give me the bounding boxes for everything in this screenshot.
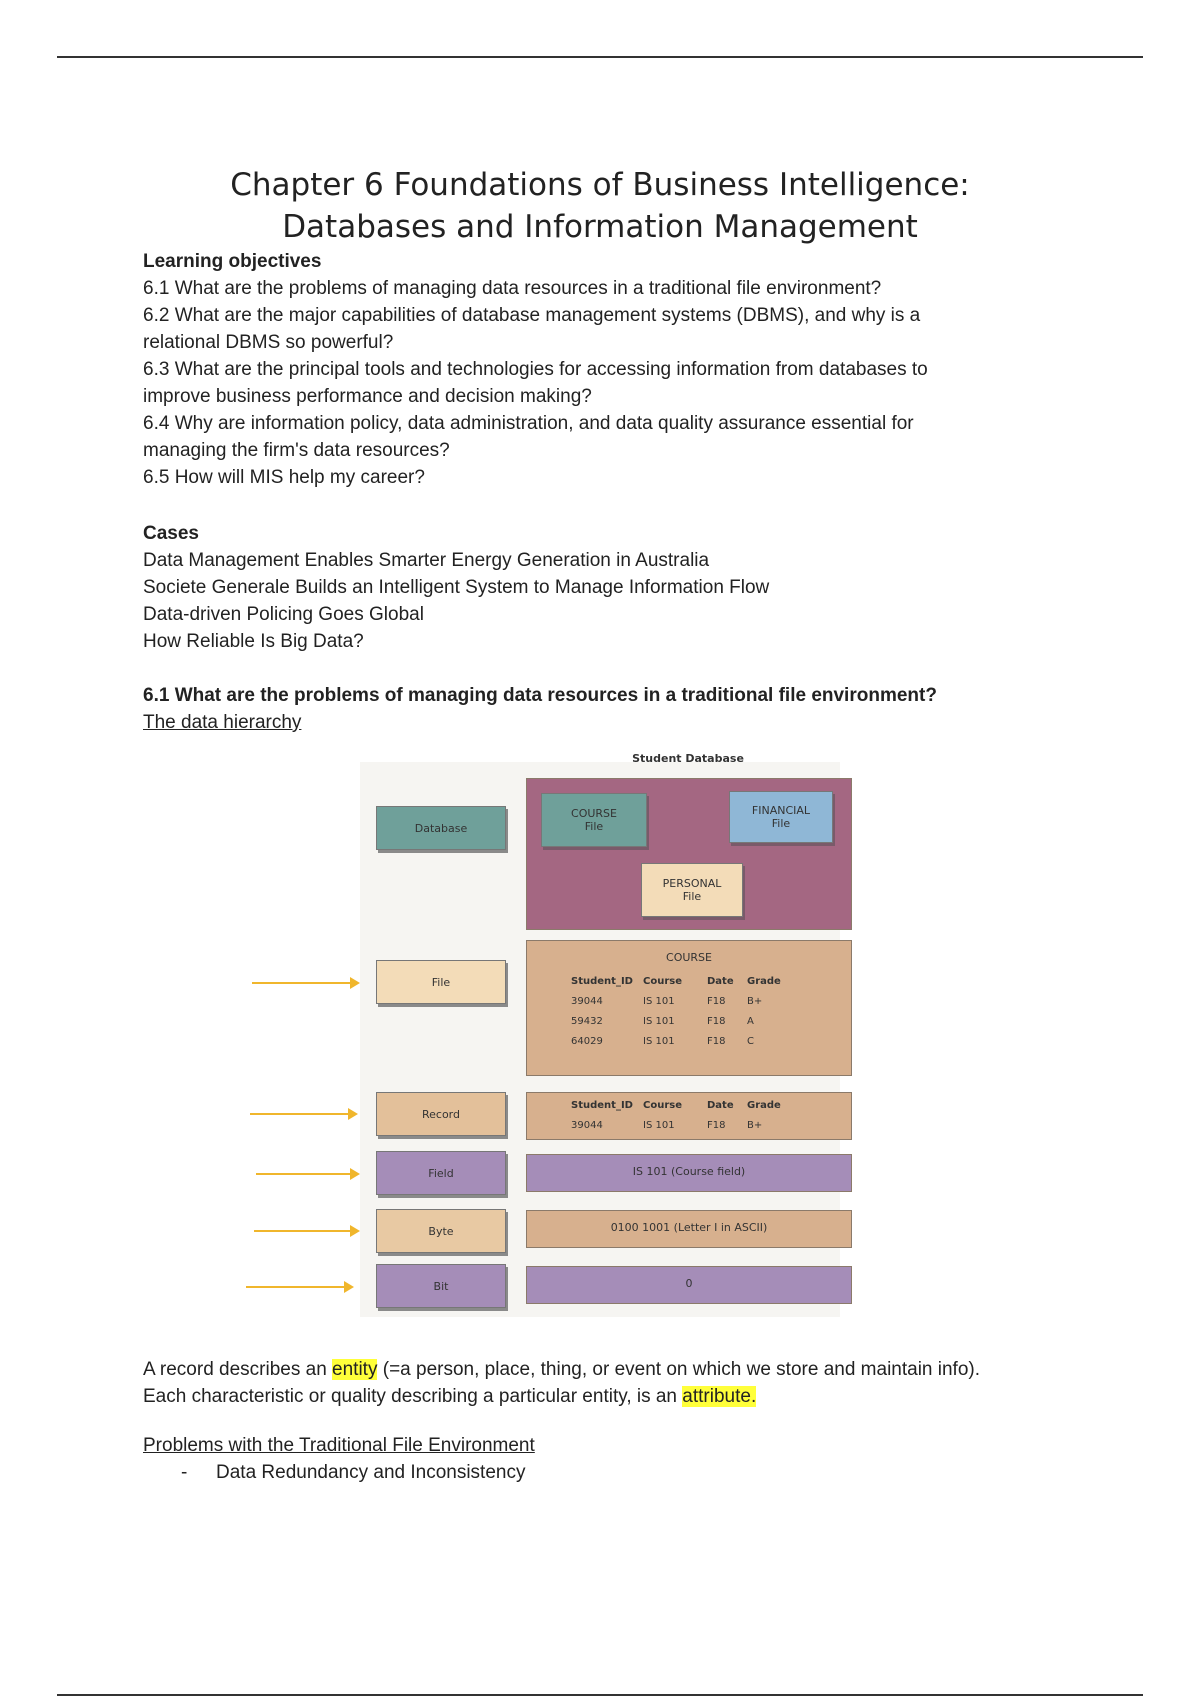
objective-line: 6.4 Why are information policy, data administration, and data quality assurance essential for — [143, 413, 914, 434]
level-database: Database — [376, 806, 506, 850]
cell: A — [747, 1015, 754, 1027]
arrow-icon — [254, 1230, 352, 1232]
course-file-name: COURSE — [571, 807, 617, 820]
file-panel — [526, 940, 852, 1076]
header-student-id: Student_ID — [571, 975, 633, 987]
record-header-row — [571, 1095, 787, 1115]
para2-text: Each characteristic or quality describing a particular entity, is an — [143, 1386, 683, 1407]
figure-title: Student Database — [632, 752, 744, 765]
case-item: Data-driven Policing Goes Global — [143, 604, 424, 625]
financial-file-name: FINANCIAL — [751, 804, 811, 817]
cell: IS 101 — [643, 1119, 675, 1131]
personal-file-name: PERSONAL — [662, 877, 722, 890]
header-course: Course — [643, 975, 682, 987]
level-bit: Bit — [376, 1264, 506, 1308]
arrow-icon — [256, 1173, 352, 1175]
highlight-entity: entity — [332, 1359, 378, 1380]
section-6-1 — [143, 682, 937, 736]
page-title — [0, 164, 1200, 248]
case-item: Societe Generale Builds an Intelligent System to Manage Information Flow — [143, 577, 770, 598]
personal-file-word: File — [682, 890, 702, 903]
cell: F18 — [707, 995, 726, 1007]
subheading-data-hierarchy: The data hierarchy — [143, 712, 302, 733]
record-row — [571, 1115, 787, 1135]
cell: F18 — [707, 1119, 726, 1131]
case-item: Data Management Enables Smarter Energy Generation in Australia — [143, 550, 710, 571]
personal-file-box — [641, 863, 743, 917]
learning-objectives-section — [143, 248, 928, 491]
record-panel — [526, 1092, 852, 1140]
data-hierarchy-figure — [240, 742, 860, 1332]
bit-text: 0 — [685, 1277, 693, 1290]
cell: IS 101 — [643, 1015, 675, 1027]
cell: B+ — [747, 995, 763, 1007]
byte-panel — [526, 1210, 852, 1248]
byte-text: 0100 1001 (Letter I in ASCII) — [610, 1221, 768, 1234]
header-date: Date — [707, 975, 734, 987]
para1-text: A record describes an — [143, 1359, 333, 1380]
course-file-word: File — [584, 820, 604, 833]
arrow-icon — [250, 1113, 350, 1115]
table-row — [571, 1031, 787, 1051]
record-table — [571, 1095, 787, 1135]
financial-file-word: File — [771, 817, 791, 830]
table-header-row — [571, 971, 787, 991]
table-row — [571, 991, 787, 1011]
cell: F18 — [707, 1035, 726, 1047]
objective-line: 6.2 What are the major capabilities of database management systems (DBMS), and why is a — [143, 305, 921, 326]
course-file-box — [541, 793, 647, 847]
case-item: How Reliable Is Big Data? — [143, 631, 364, 652]
bullet-marker: - — [181, 1462, 188, 1483]
header-student-id: Student_ID — [571, 1099, 633, 1111]
cell: F18 — [707, 1015, 726, 1027]
objective-line: managing the firm's data resources? — [143, 440, 450, 461]
header-rule — [57, 56, 1143, 58]
cell: 39044 — [571, 1119, 603, 1131]
level-record: Record — [376, 1092, 506, 1136]
table-row — [571, 1011, 787, 1031]
level-file: File — [376, 960, 506, 1004]
course-table — [571, 971, 787, 1051]
financial-file-box — [729, 791, 833, 843]
header-grade: Grade — [747, 975, 781, 987]
header-grade: Grade — [747, 1099, 781, 1111]
footer-rule — [57, 1694, 1143, 1696]
problems-section — [143, 1432, 535, 1486]
field-text: IS 101 (Course field) — [632, 1165, 746, 1178]
arrow-icon — [246, 1286, 346, 1288]
level-byte: Byte — [376, 1209, 506, 1253]
cell: 39044 — [571, 995, 603, 1007]
objective-line: 6.5 How will MIS help my career? — [143, 467, 425, 488]
objective-line: improve business performance and decision making? — [143, 386, 592, 407]
cell: B+ — [747, 1119, 763, 1131]
level-field: Field — [376, 1151, 506, 1195]
cell: C — [747, 1035, 754, 1047]
cell: IS 101 — [643, 995, 675, 1007]
bit-panel — [526, 1266, 852, 1304]
cell: 64029 — [571, 1035, 603, 1047]
learning-objectives-heading: Learning objectives — [143, 251, 322, 272]
title-line-1: Chapter 6 Foundations of Business Intelligence: — [230, 167, 970, 203]
objective-line: 6.3 What are the principal tools and technologies for accessing information from databases to — [143, 359, 928, 380]
database-panel — [526, 778, 852, 930]
cases-section — [143, 520, 769, 655]
objective-line: 6.1 What are the problems of managing data resources in a traditional file environment? — [143, 278, 882, 299]
bullet-item: Data Redundancy and Inconsistency — [216, 1462, 526, 1483]
highlight-attribute: attribute. — [682, 1386, 757, 1407]
header-date: Date — [707, 1099, 734, 1111]
course-table-title: COURSE — [666, 951, 712, 964]
field-panel — [526, 1154, 852, 1192]
entity-paragraph — [143, 1356, 980, 1410]
cell: IS 101 — [643, 1035, 675, 1047]
para1-text-end: (=a person, place, thing, or event on which we store and maintain info). — [377, 1359, 981, 1380]
cell: 59432 — [571, 1015, 603, 1027]
objective-line: relational DBMS so powerful? — [143, 332, 394, 353]
section-heading: 6.1 What are the problems of managing data resources in a traditional file environment? — [143, 685, 937, 706]
cases-heading: Cases — [143, 523, 199, 544]
subheading-problems: Problems with the Traditional File Environment — [143, 1435, 535, 1456]
header-course: Course — [643, 1099, 682, 1111]
arrow-icon — [252, 982, 352, 984]
title-line-2: Databases and Information Management — [282, 209, 918, 245]
